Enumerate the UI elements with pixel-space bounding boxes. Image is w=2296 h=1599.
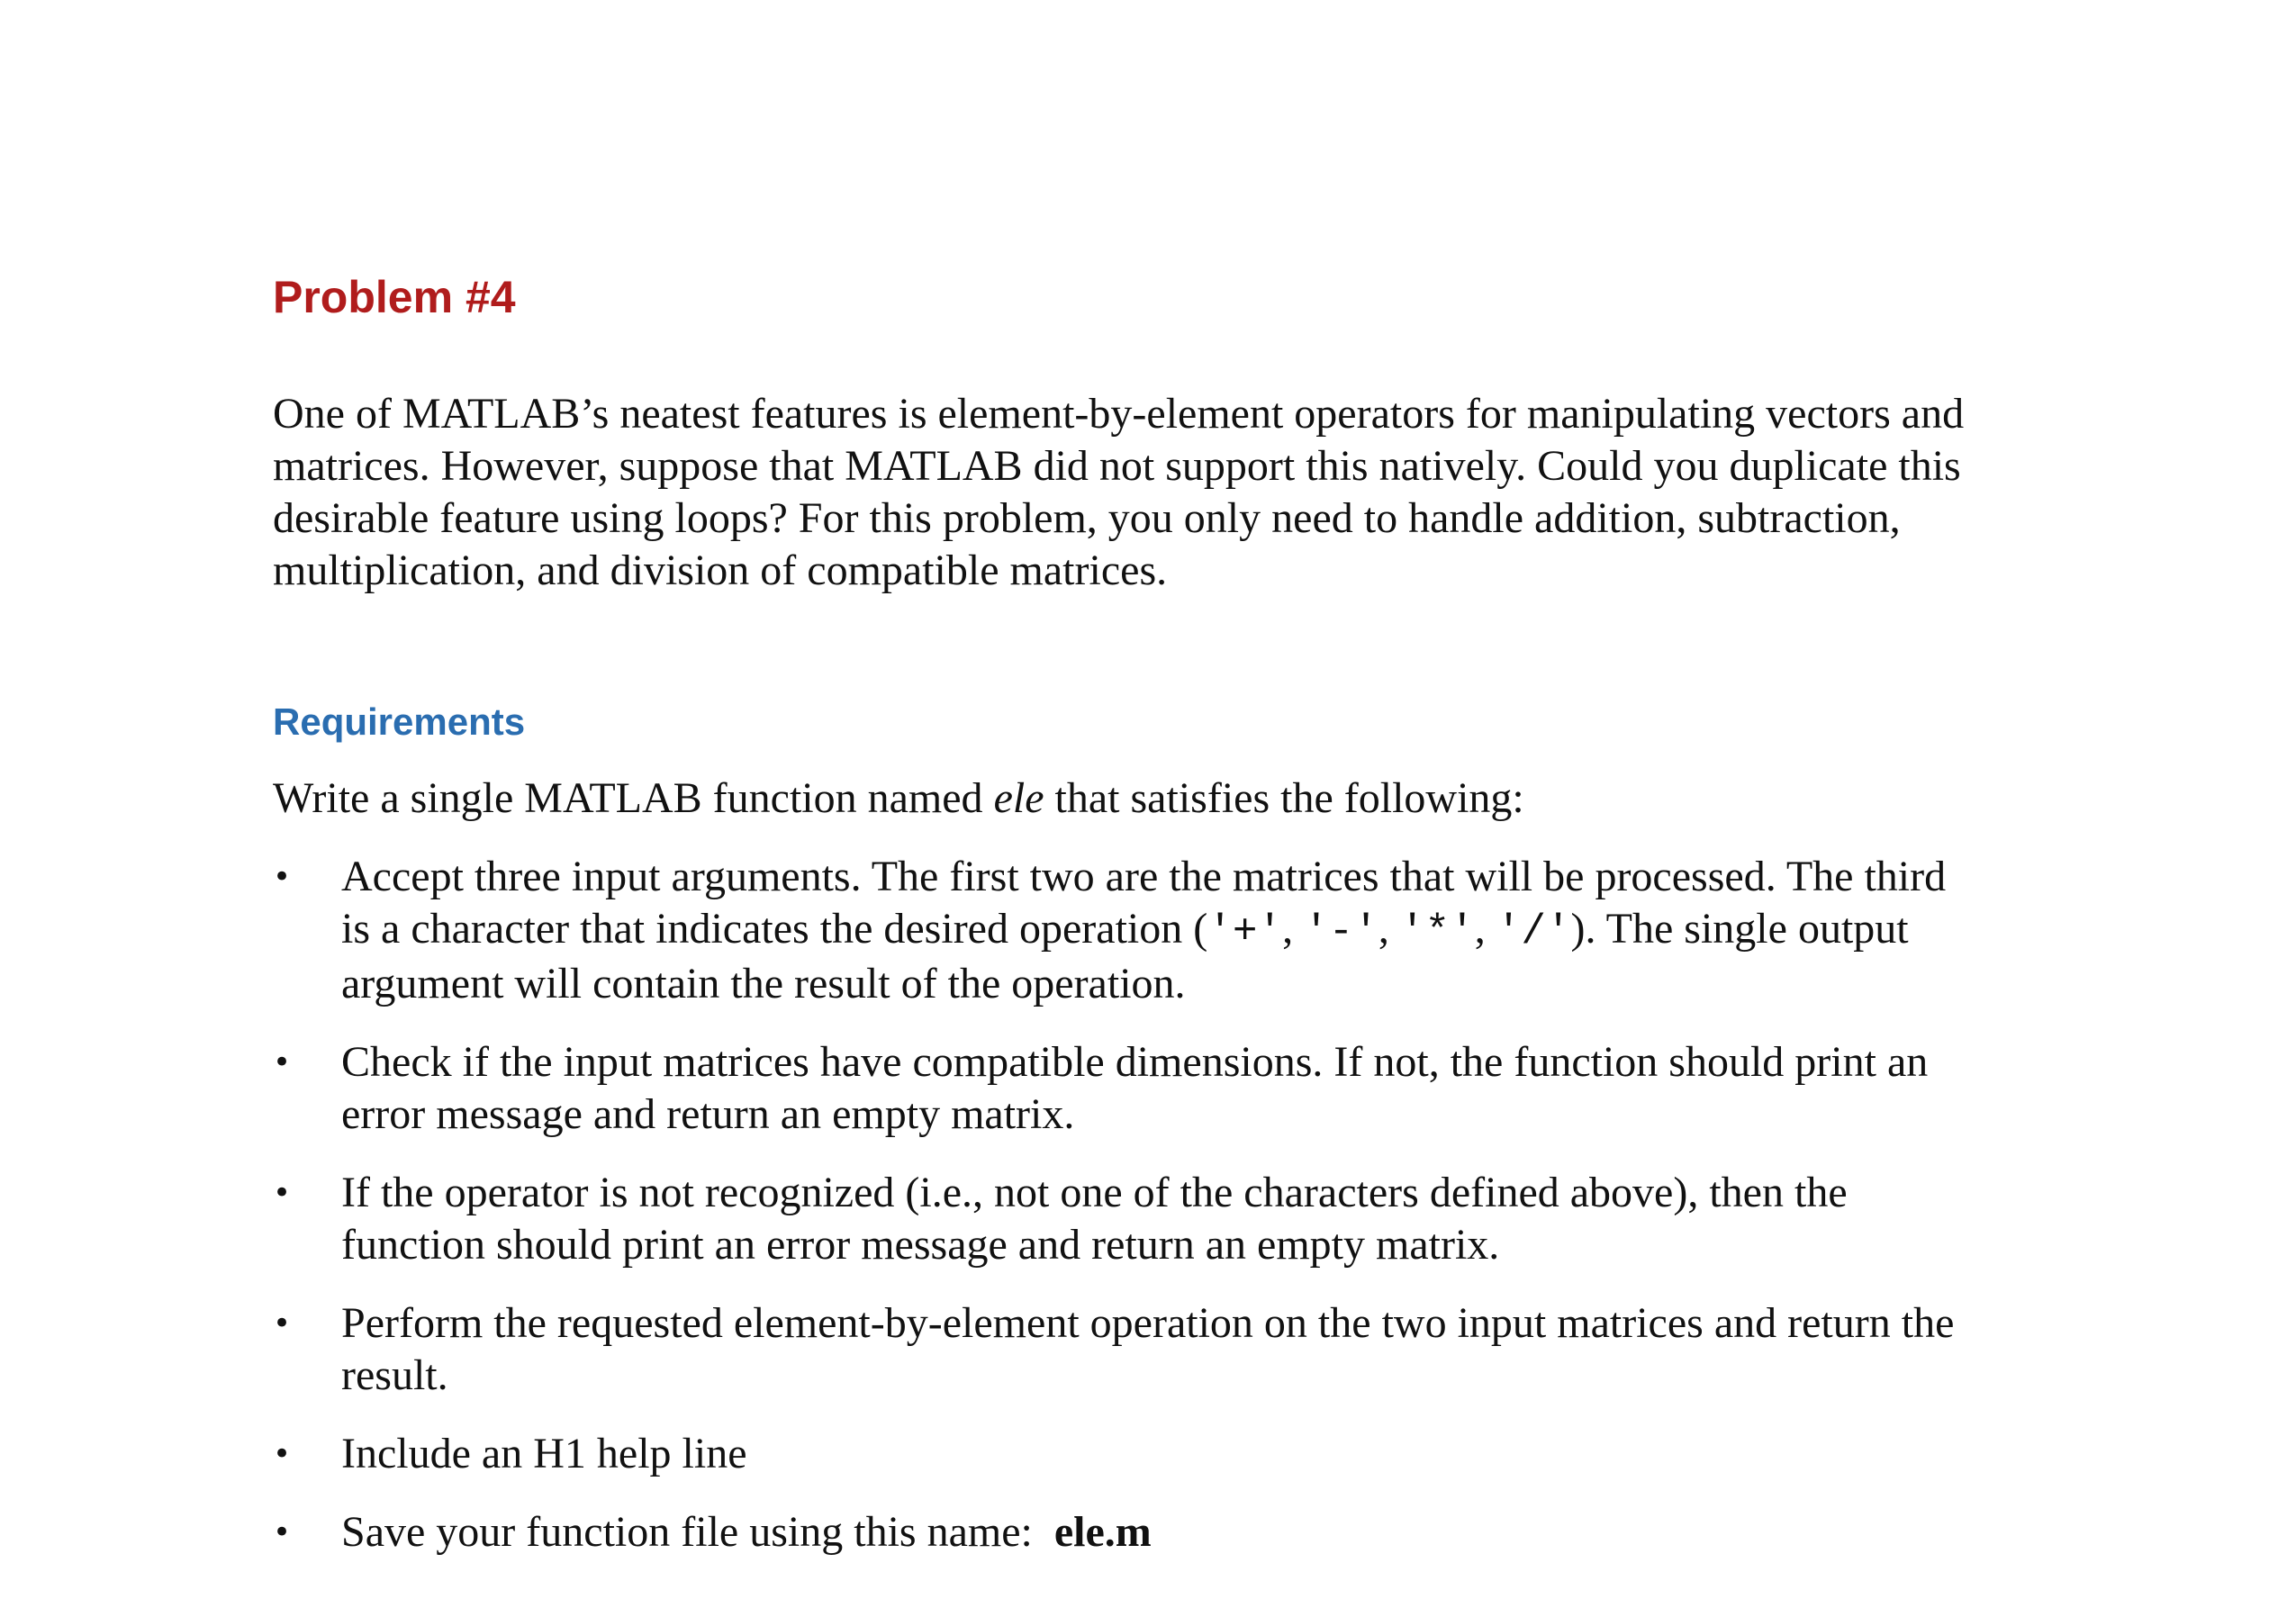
requirement-text: ). The single output xyxy=(1570,905,1909,953)
requirement-item xyxy=(273,1506,2119,1558)
function-name: ele xyxy=(993,774,1044,822)
separator: , xyxy=(1378,905,1400,953)
bullet-icon: • xyxy=(273,1175,292,1211)
requirement-item xyxy=(273,1428,2119,1480)
operator-divide: '/' xyxy=(1496,908,1571,955)
filename: ele.m xyxy=(1053,1508,1152,1556)
requirements-list xyxy=(273,851,2119,1585)
requirement-line: Check if the input matrices have compatible dimensions. If not, the function should print an xyxy=(341,1038,1929,1086)
requirement-text: is a character that indicates the desired operation ( xyxy=(341,905,1208,953)
requirement-line: Perform the requested element-by-element operation on the two input matrices and return the xyxy=(341,1299,1955,1347)
requirement-line: argument will contain the result of the operation. xyxy=(341,960,1186,1007)
problem-intro xyxy=(273,388,2074,597)
problem-title: Problem #4 xyxy=(273,272,516,322)
operator-plus: '+' xyxy=(1207,908,1283,955)
bullet-icon: • xyxy=(273,1305,292,1342)
intro-line: multiplication, and division of compatible matrices. xyxy=(273,547,1168,594)
operator-times: '*' xyxy=(1399,908,1475,955)
requirement-text: Save your function file using this name: xyxy=(341,1508,1054,1556)
requirement-item xyxy=(273,1297,2119,1402)
requirement-item xyxy=(273,1036,2119,1141)
separator: , xyxy=(1474,905,1496,953)
requirement-line: function should print an error message and return an empty matrix. xyxy=(341,1221,1500,1269)
bullet-icon: • xyxy=(273,1044,292,1080)
requirement-item xyxy=(273,851,2119,1010)
requirements-heading: Requirements xyxy=(273,700,526,743)
requirement-line: result. xyxy=(341,1351,448,1399)
requirements-intro-text: Write a single MATLAB function named xyxy=(273,774,994,822)
intro-line: desirable feature using loops? For this problem, you only need to handle addition, subtraction, xyxy=(273,494,1901,542)
requirement-line: Include an H1 help line xyxy=(341,1430,747,1477)
separator: , xyxy=(1282,905,1305,953)
requirement-line: If the operator is not recognized (i.e., not one of the characters defined above), then the xyxy=(341,1169,1848,1216)
intro-line: matrices. However, suppose that MATLAB did not support this natively. Could you duplicate this xyxy=(273,442,1961,490)
requirement-line: error message and return an empty matrix. xyxy=(341,1090,1075,1138)
bullet-icon: • xyxy=(273,1514,292,1550)
requirement-item xyxy=(273,1167,2119,1271)
requirements-intro-text: that satisfies the following: xyxy=(1044,774,1524,822)
requirement-line: Accept three input arguments. The first two are the matrices that will be processed. The third xyxy=(341,853,1947,900)
bullet-icon: • xyxy=(273,1436,292,1472)
bullet-icon: • xyxy=(273,859,292,895)
operator-minus: '-' xyxy=(1304,908,1379,955)
intro-line: One of MATLAB’s neatest features is element-by-element operators for manipulating vectors and xyxy=(273,390,1965,438)
requirement-line xyxy=(341,1506,2119,1558)
requirement-line xyxy=(341,903,2119,958)
requirements-intro xyxy=(273,772,1524,825)
